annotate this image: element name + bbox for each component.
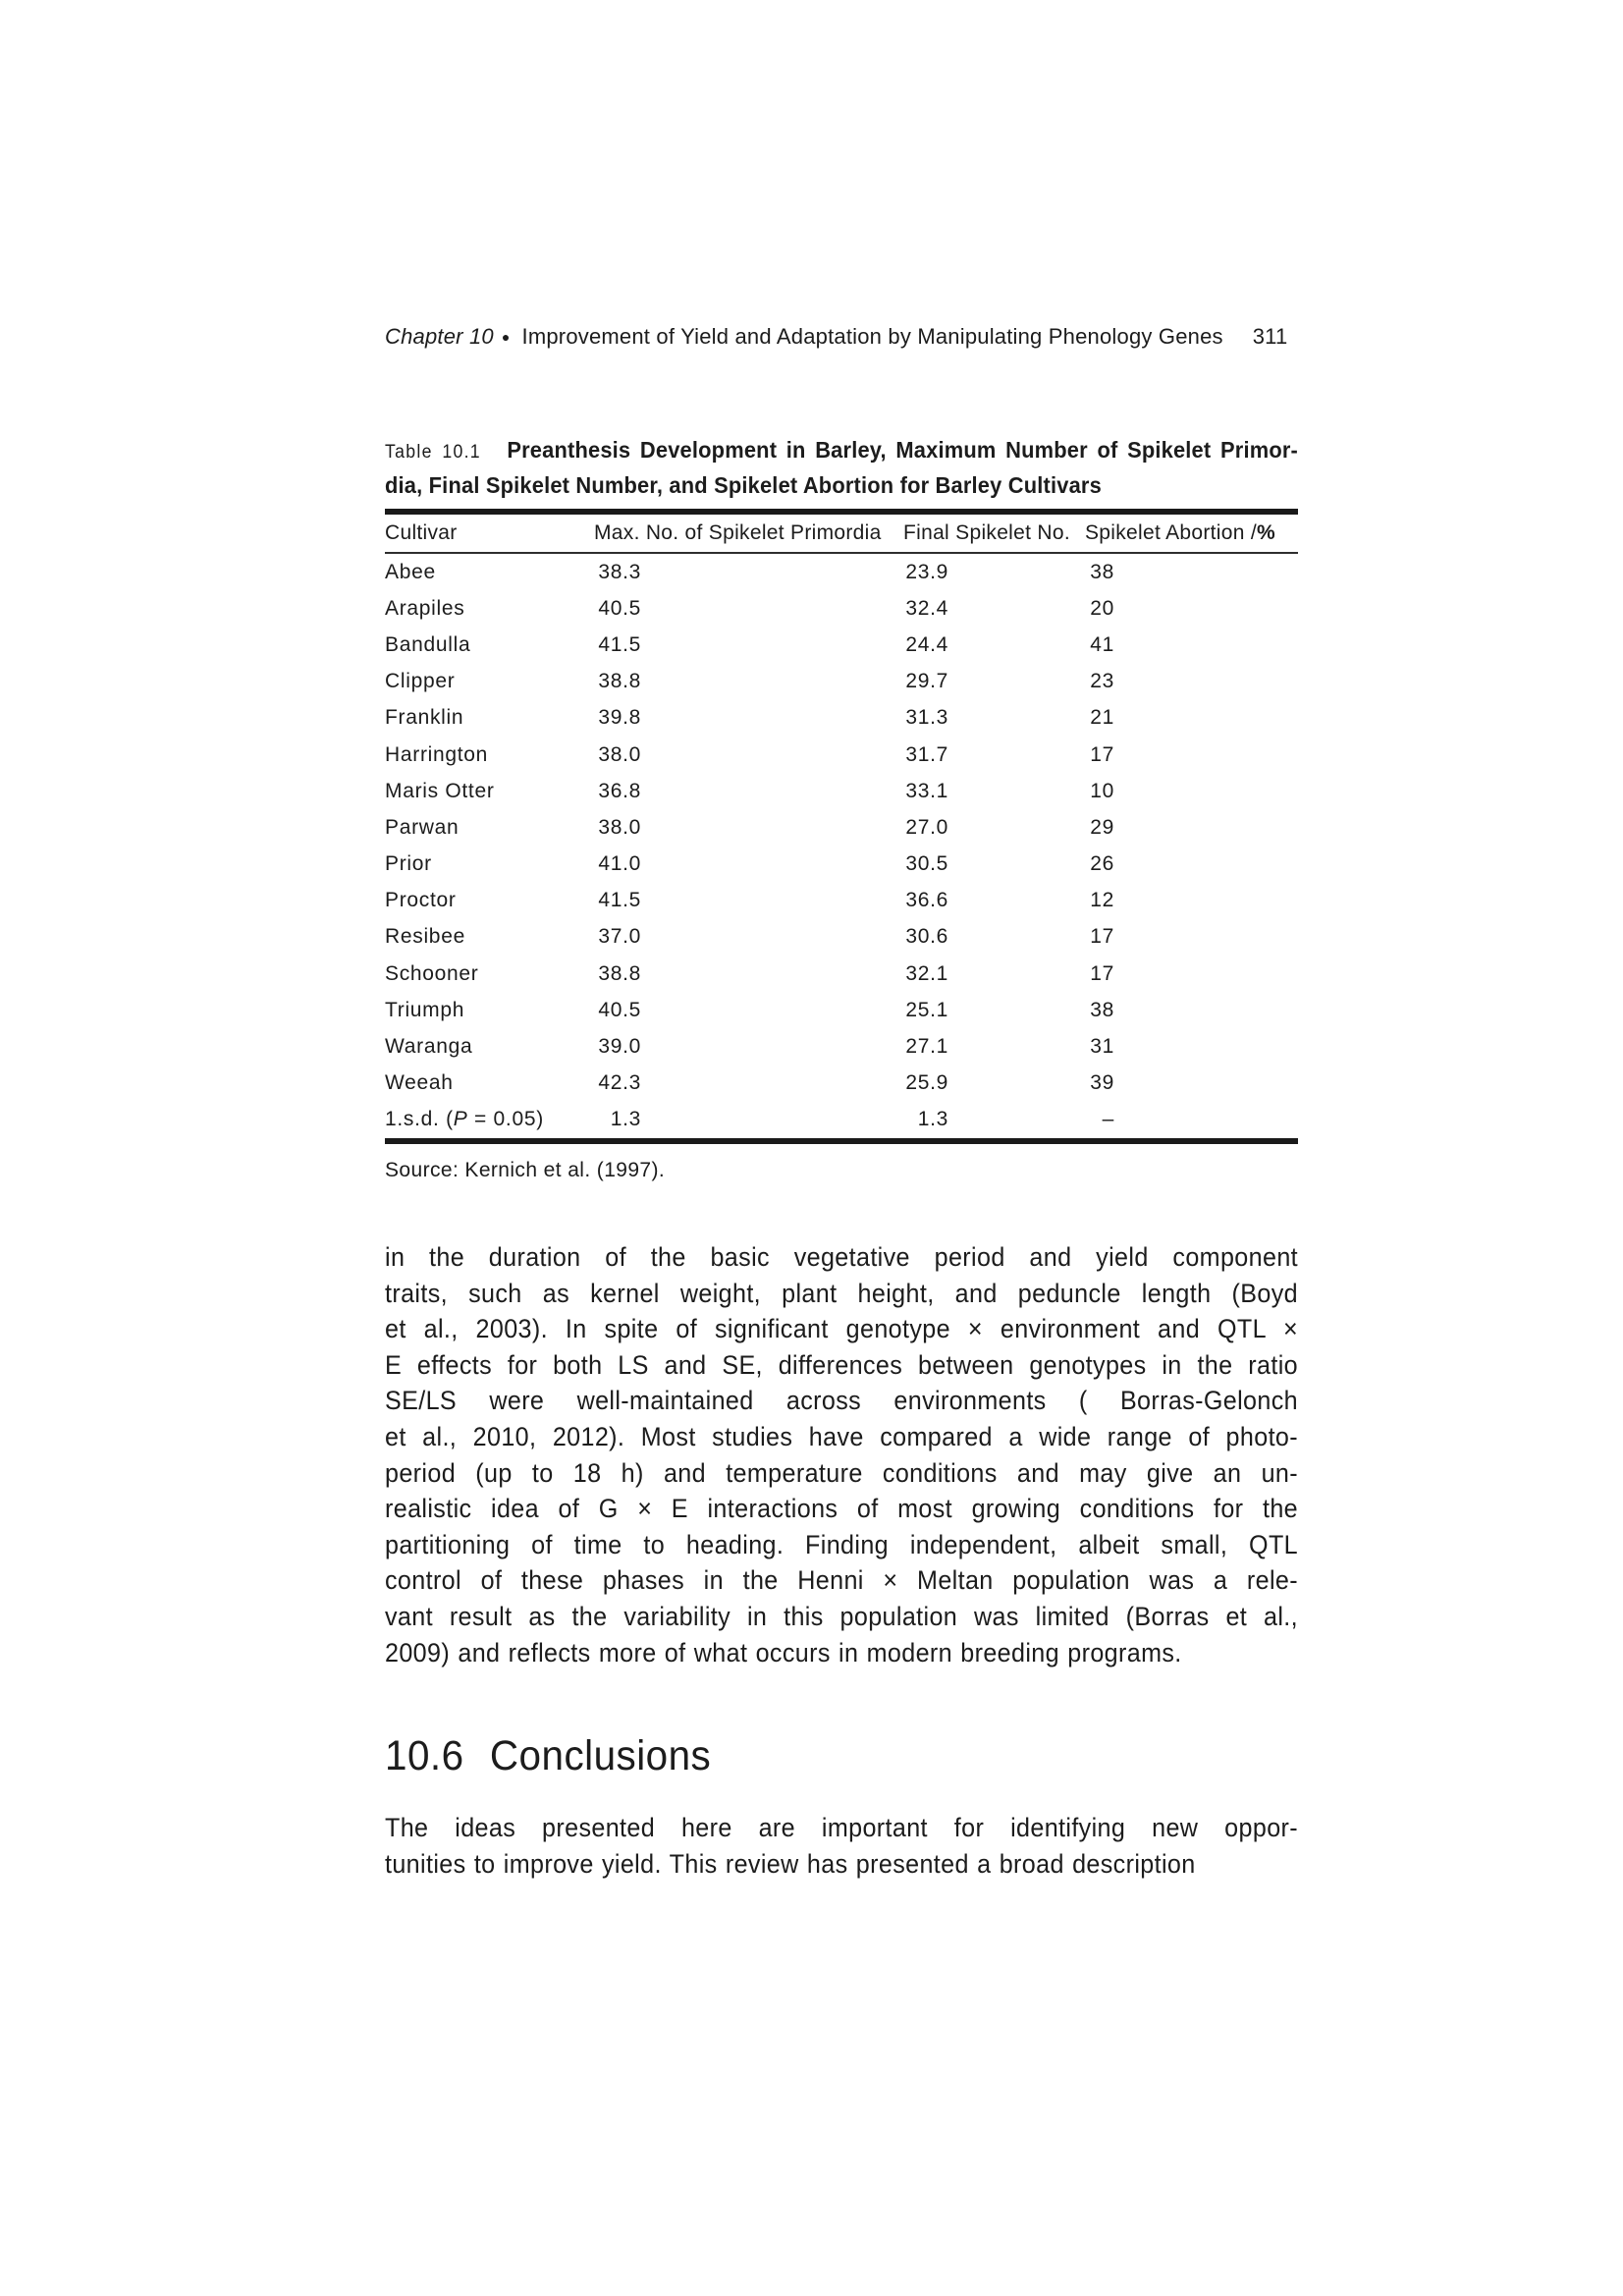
text-line: partitioning of time to heading. Finding independent, albeit small, QTL <box>385 1529 1298 1559</box>
text-line: 2009) and reflects more of what occurs in modern breeding programs. <box>385 1637 1182 1667</box>
cell-max-no: 41.5 <box>598 632 641 656</box>
cell-cultivar: Franklin <box>385 706 464 730</box>
cell-abortion: 10 <box>1090 779 1114 802</box>
cell-max-no: 39.8 <box>598 706 641 730</box>
cell-final-no: 23.9 <box>905 560 948 583</box>
table-caption-text: Preanthesis Development in Barley, Maximum Number of Spikelet Primor- <box>507 437 1299 463</box>
table-row <box>385 590 1298 627</box>
cell-cultivar: Arapiles <box>385 596 465 620</box>
cell-abortion: 21 <box>1090 706 1114 730</box>
bullet-separator-icon: ● <box>501 329 511 345</box>
cell-final-no: 30.5 <box>905 852 948 876</box>
cell-final-no: 31.7 <box>905 742 948 766</box>
body-paragraph-2 <box>385 1810 1298 1882</box>
cell-cultivar: Schooner <box>385 961 479 985</box>
lsd-label: 1.s.d. (P = 0.05) <box>385 1108 544 1131</box>
cell-max-no: 40.5 <box>598 998 641 1021</box>
body-paragraph-1 <box>385 1239 1298 1670</box>
chapter-number: Chapter 10 <box>385 324 494 349</box>
cell-final-no: 27.1 <box>905 1035 948 1059</box>
text-line: period (up to 18 h) and temperature conditions and may give an un- <box>385 1457 1298 1488</box>
cell-max-no: 38.0 <box>598 742 641 766</box>
cell-abortion: 38 <box>1090 560 1114 583</box>
cell-cultivar: Resibee <box>385 925 465 949</box>
table-row <box>385 919 1298 956</box>
cell-final-no: 32.4 <box>905 596 948 620</box>
text-line: et al., 2003). In spite of significant genotype × environment and QTL × <box>385 1314 1298 1344</box>
table-source-note: Source: Kernich et al. (1997). <box>385 1159 666 1181</box>
text-line: tunities to improve yield. This review has presented a broad description <box>385 1848 1196 1879</box>
text-line: et al., 2010, 2012). Most studies have compared a wide range of photo- <box>385 1421 1298 1451</box>
table-caption-line-1 <box>385 434 1298 469</box>
cell-max-no: 37.0 <box>598 925 641 949</box>
cell-abortion: 39 <box>1090 1071 1114 1095</box>
running-head <box>385 324 1357 350</box>
column-header-max-no: Max. No. of Spikelet Primordia <box>594 521 882 544</box>
table-row <box>385 664 1298 700</box>
column-header-abortion: Spikelet Abortion /% <box>1085 521 1275 544</box>
table-row <box>385 737 1298 773</box>
table-row <box>385 773 1298 809</box>
text-line: in the duration of the basic vegetative period and yield component <box>385 1242 1298 1272</box>
cell-cultivar: Clipper <box>385 670 456 693</box>
cell-abortion: 26 <box>1090 852 1114 876</box>
cell-max-no: 40.5 <box>598 596 641 620</box>
table-row <box>385 554 1298 590</box>
section-number: 10.6 <box>385 1732 464 1779</box>
cell-final-no: 25.1 <box>905 998 948 1021</box>
cell-abortion: 20 <box>1090 596 1114 620</box>
cell-abortion: 12 <box>1090 889 1114 912</box>
table-row <box>385 809 1298 846</box>
cell-max-no: 42.3 <box>598 1071 641 1095</box>
cell-cultivar: Prior <box>385 852 432 876</box>
cell-max-no: 41.0 <box>598 852 641 876</box>
cell-abortion: 29 <box>1090 815 1114 839</box>
cell-final-no: 27.0 <box>905 815 948 839</box>
section-heading <box>385 1732 711 1780</box>
cell-abortion: 41 <box>1090 632 1114 656</box>
table-header-row <box>385 515 1298 552</box>
table-row <box>385 700 1298 737</box>
cell-final-no: 31.3 <box>905 706 948 730</box>
lsd-max-no: 1.3 <box>610 1108 641 1131</box>
cell-final-no: 24.4 <box>905 632 948 656</box>
cell-cultivar: Triumph <box>385 998 465 1021</box>
table-bottom-rule <box>385 1138 1298 1144</box>
data-table <box>385 509 1298 1144</box>
cell-cultivar: Abee <box>385 560 436 583</box>
section-title: Conclusions <box>489 1732 712 1779</box>
text-line: E effects for both LS and SE, differences between genotypes in the ratio <box>385 1349 1298 1380</box>
percent-sign: % <box>1256 521 1275 544</box>
table-row <box>385 883 1298 919</box>
page-number: 311 <box>1252 324 1288 349</box>
cell-final-no: 33.1 <box>905 779 948 802</box>
cell-final-no: 36.6 <box>905 889 948 912</box>
cell-cultivar: Weeah <box>385 1071 454 1095</box>
text-line: traits, such as kernel weight, plant height, and peduncle length (Boyd <box>385 1278 1298 1308</box>
cell-cultivar: Bandulla <box>385 632 471 656</box>
cell-max-no: 38.8 <box>598 670 641 693</box>
cell-abortion: 17 <box>1090 925 1114 949</box>
cell-final-no: 29.7 <box>905 670 948 693</box>
cell-abortion: 17 <box>1090 961 1114 985</box>
cell-max-no: 38.3 <box>598 560 641 583</box>
table-row <box>385 847 1298 883</box>
table-row <box>385 956 1298 992</box>
cell-max-no: 41.5 <box>598 889 641 912</box>
cell-final-no: 25.9 <box>905 1071 948 1095</box>
cell-final-no: 30.6 <box>905 925 948 949</box>
cell-abortion: 23 <box>1090 670 1114 693</box>
column-header-final-no: Final Spikelet No. <box>903 521 1070 544</box>
lsd-final-no: 1.3 <box>917 1108 948 1131</box>
cell-cultivar: Proctor <box>385 889 457 912</box>
table-label: Table 10.1 <box>385 442 481 463</box>
text-line: SE/LS were well-maintained across environments ( Borras-Gelonch <box>385 1386 1298 1416</box>
table-caption-line-2: dia, Final Spikelet Number, and Spikelet Abortion for Barley Cultivars <box>385 471 1102 498</box>
table-body <box>385 554 1298 1102</box>
cell-cultivar: Waranga <box>385 1035 473 1059</box>
cell-abortion: 38 <box>1090 998 1114 1021</box>
cell-cultivar: Parwan <box>385 815 460 839</box>
table-row <box>385 627 1298 663</box>
cell-abortion: 31 <box>1090 1035 1114 1059</box>
cell-abortion: 17 <box>1090 742 1114 766</box>
table-row <box>385 992 1298 1028</box>
table-row <box>385 1066 1298 1102</box>
cell-final-no: 32.1 <box>905 961 948 985</box>
column-header-cultivar: Cultivar <box>385 521 458 544</box>
p-value-symbol: P <box>453 1108 468 1131</box>
text-line: realistic idea of G × E interactions of most growing conditions for the <box>385 1494 1298 1524</box>
text-line: The ideas presented here are important for identifying new oppor- <box>385 1813 1298 1842</box>
cell-max-no: 38.0 <box>598 815 641 839</box>
lsd-row <box>385 1102 1298 1138</box>
table-row <box>385 1028 1298 1065</box>
text-line: vant result as the variability in this population was limited (Borras et al., <box>385 1601 1298 1631</box>
cell-cultivar: Maris Otter <box>385 779 495 802</box>
cell-max-no: 38.8 <box>598 961 641 985</box>
cell-max-no: 39.0 <box>598 1035 641 1059</box>
chapter-title: Improvement of Yield and Adaptation by Manipulating Phenology Genes <box>521 324 1223 349</box>
cell-max-no: 36.8 <box>598 779 641 802</box>
table-caption <box>385 434 1298 502</box>
lsd-abortion-dash: – <box>1102 1108 1114 1131</box>
text-line: control of these phases in the Henni × Meltan population was a rele- <box>385 1565 1298 1596</box>
cell-cultivar: Harrington <box>385 742 489 766</box>
